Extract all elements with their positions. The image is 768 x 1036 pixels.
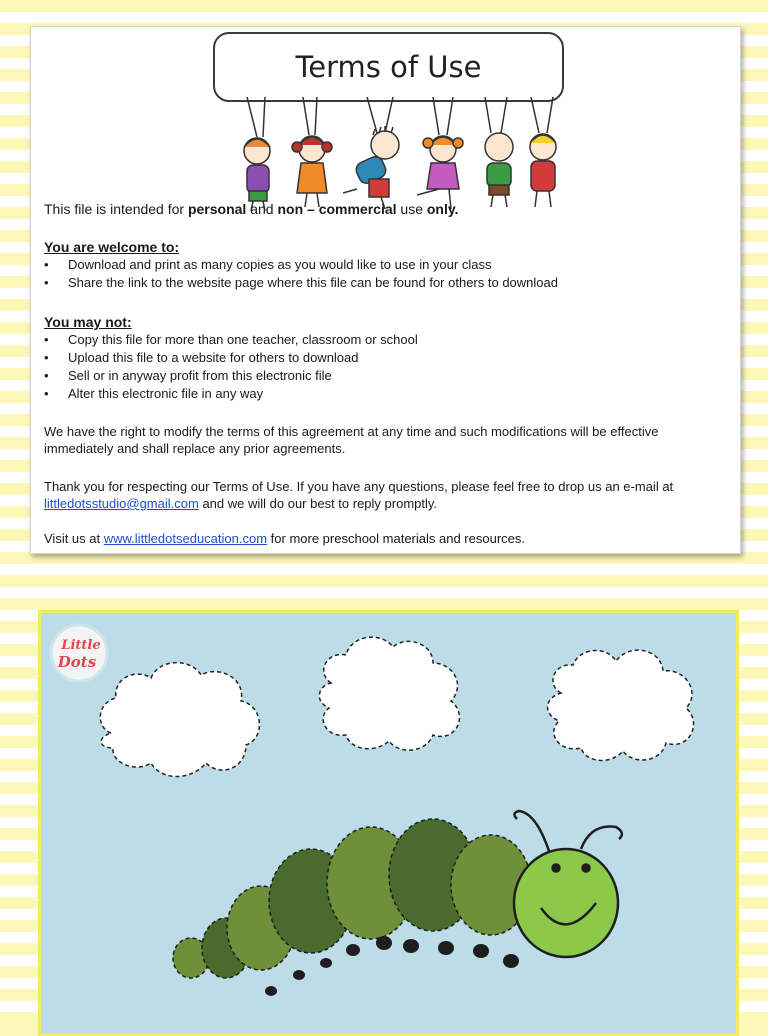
caterpillar-illustration (173, 811, 622, 996)
caterpillar-scene (41, 613, 736, 1033)
page-title: Terms of Use (295, 50, 482, 84)
cloud-left (100, 663, 259, 777)
kids-holding-banner-illustration (217, 97, 557, 213)
visit-part: for more preschool materials and resources. (267, 531, 525, 546)
visit-text (44, 530, 525, 547)
agreement-text: We have the right to modify the terms of this agreement at any time and such modifications will be effective immediately and shall replace any prior agreements. (44, 424, 659, 456)
welcome-section (44, 239, 558, 292)
may-not-list (44, 331, 418, 403)
website-link[interactable]: www.littledotseducation.com (103, 531, 268, 546)
list-item: • Alter this electronic file in any way (44, 385, 418, 403)
list-item: • Share the link to the website page where this file can be found for others to download (44, 274, 558, 292)
intro-bold-personal: personal (187, 201, 247, 217)
email-link[interactable]: littledotsstudio@gmail.com (44, 496, 199, 511)
caterpillar-worksheet-page (38, 610, 739, 1036)
list-item: • Download and print as many copies as you would like to use in your class (44, 256, 558, 274)
intro-bold-noncommercial: non – commercial (277, 201, 397, 217)
welcome-heading: You are welcome to: (44, 239, 180, 255)
visit-part: Visit us at (44, 531, 104, 546)
welcome-list (44, 256, 558, 292)
intro-bold-only: only. (426, 201, 459, 217)
thanks-part: Thank you for respecting our Terms of Use. If you have any questions, please feel free to drop us an e-mail at (44, 479, 674, 494)
thanks-part: and we will do our best to reply promptly. (198, 496, 438, 511)
intro-part: and (246, 201, 278, 217)
logo-text-little: Little (61, 638, 101, 653)
cloud-middle (319, 637, 459, 750)
intro-part: This file is intended for (44, 201, 188, 217)
title-banner (213, 32, 564, 102)
may-not-heading: You may not: (44, 314, 132, 330)
list-item: • Upload this file to a website for others to download (44, 349, 418, 367)
list-item: • Sell or in anyway profit from this electronic file (44, 367, 418, 385)
logo-text-dots: Dots (57, 653, 97, 671)
cloud-right (547, 650, 693, 760)
list-item: • Copy this file for more than one teacher, classroom or school (44, 331, 418, 349)
intro-part: use (396, 201, 427, 217)
may-not-section (44, 314, 418, 403)
little-dots-logo (51, 625, 107, 681)
intro-text (44, 201, 459, 218)
terms-of-use-page (30, 26, 741, 554)
thanks-text (44, 478, 724, 512)
